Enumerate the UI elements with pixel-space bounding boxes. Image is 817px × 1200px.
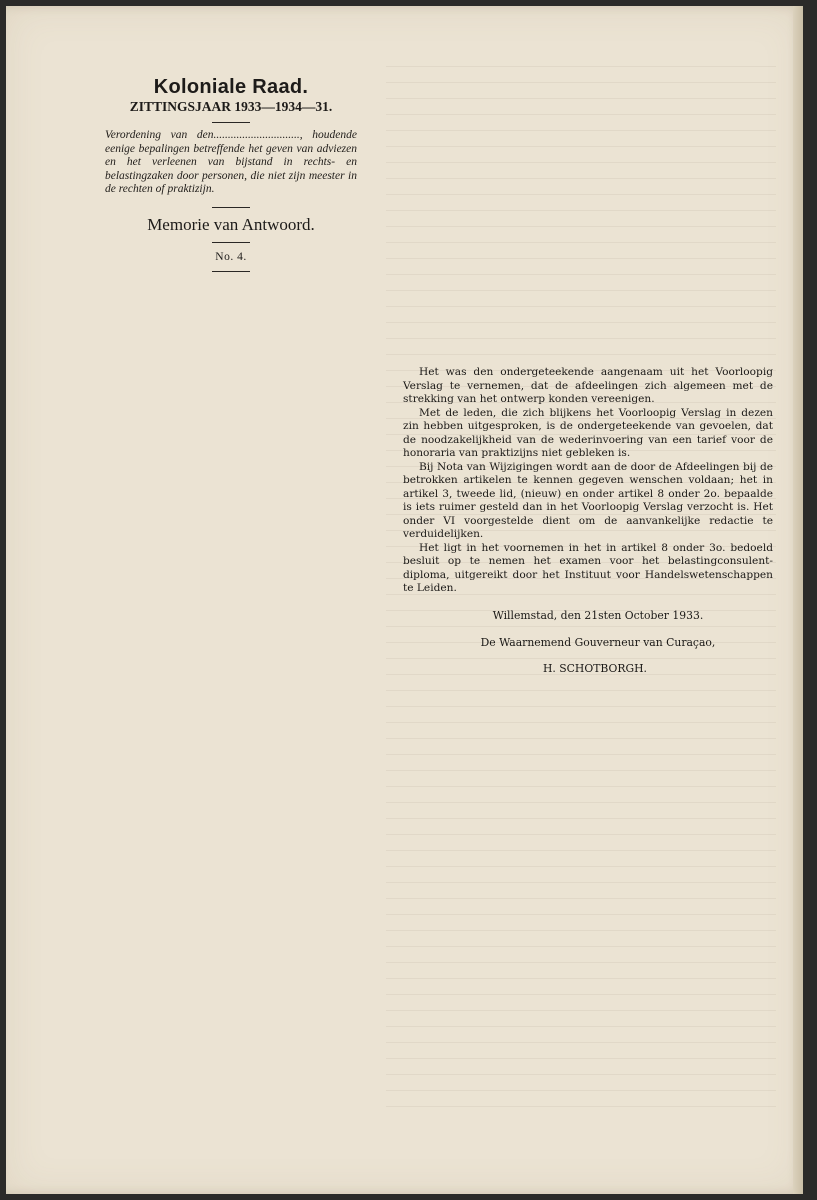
governor-title: De Waarnemend Gouverneur van Curaçao, (480, 636, 716, 649)
body-paragraph: Bij Nota van Wijzigingen wordt aan de door de Afdeelingen bij de betrokken artikelen te kennen gegeven wenschen voldaan; het in artikel 3, tweede lid, (nieuw) en onder artikel 8 onder 2o. bepaalde is iets ruimer gesteld dan in het Voorloopig Verslag verzocht is. Het onder VI voorgestelde dient om de aanvankelijke redactie te verduidelijken. (403, 460, 773, 540)
document-type: Memorie van Antwoord. (147, 214, 315, 234)
document-body (403, 366, 773, 675)
divider (212, 207, 250, 208)
document-page (6, 6, 803, 1194)
regulation-description: Verordening van den.............................., houdende eenige bepalingen betreffende het geven van adviezen en het verleenen van bijstand in rechts- en belastingzaken door personen, die niet zijn meester in de rechten of praktizijn. (105, 129, 357, 195)
divider (212, 242, 250, 243)
document-number: No. 4. (215, 250, 247, 263)
page-edge (793, 6, 803, 1194)
session-year: ZITTINGSJAAR 1933—1934—31. (129, 99, 333, 114)
place-and-date: Willemstad, den 21sten October 1933. (492, 608, 704, 622)
council-title: Koloniale Raad. (153, 76, 309, 98)
divider (212, 122, 250, 123)
body-paragraph: Het was den ondergeteekende aangenaam uit het Voorloopig Verslag te vernemen, dat de afdeelingen zich algemeen met de strekking van het ontwerp konden vereenigen. (403, 366, 773, 405)
body-paragraph: Het ligt in het voornemen in het in artikel 8 onder 3o. bedoeld besluit op te nemen het examen voor het belastingconsulent-diploma, uitgereikt door het Instituut voor Handelswetenschappen te Leiden. (403, 541, 773, 594)
document-header (96, 76, 366, 278)
body-paragraph: Met de leden, die zich blijkens het Voorloopig Verslag in dezen zin hebben uitgesproken, is de ondergeteekende van gevoelen, dat de noodzakelijkheid van de wederinvoering van een tarief voor de honoraria van praktizijns niet gebleken is. (403, 406, 773, 459)
signature-name: H. SCHOTBORGH. (543, 661, 647, 675)
divider (212, 271, 250, 272)
